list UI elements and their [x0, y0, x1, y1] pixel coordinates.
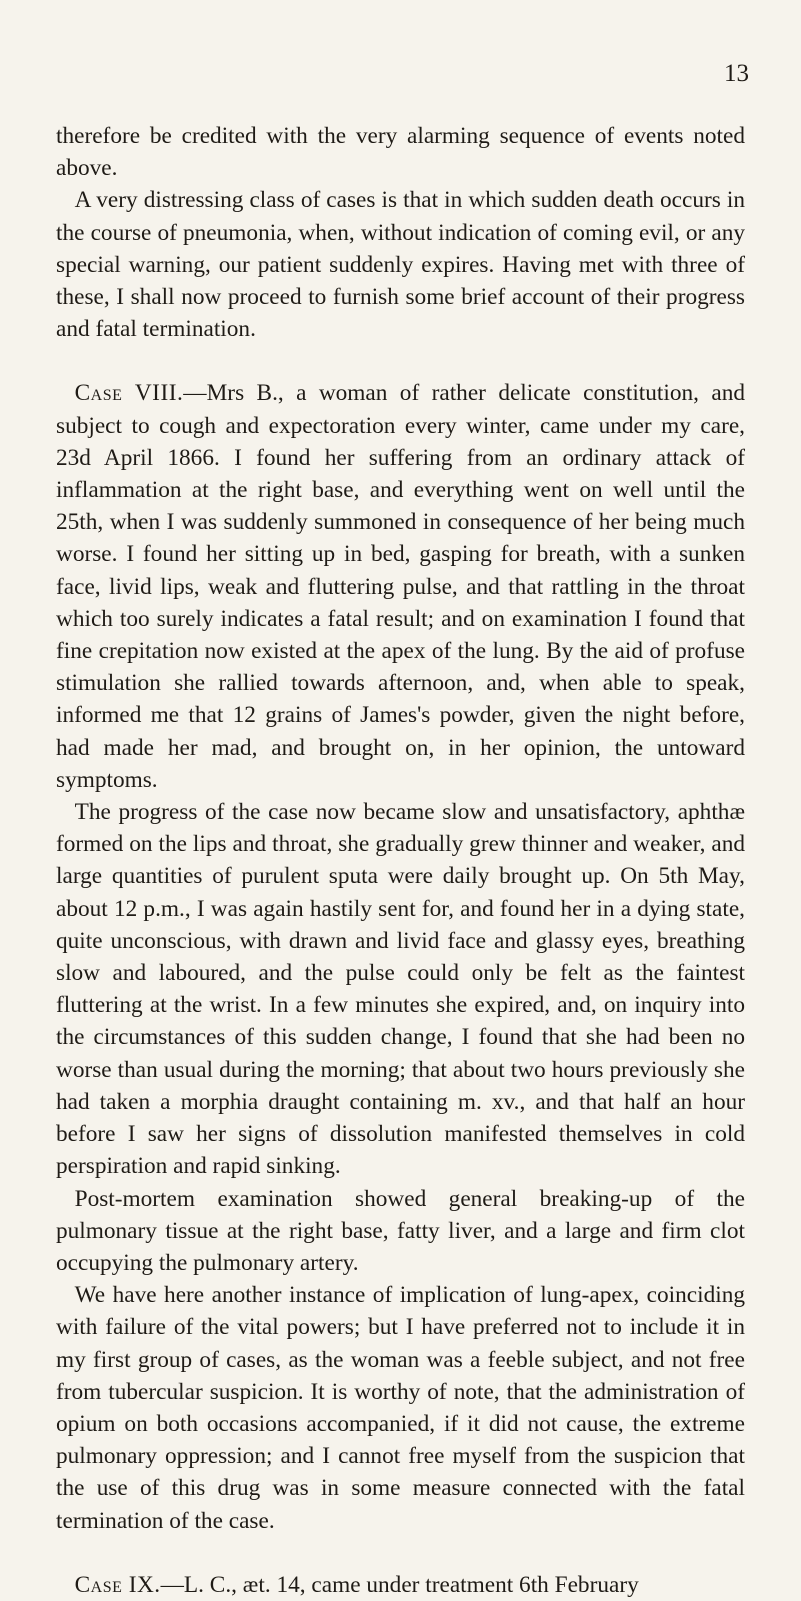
page-number: 13	[724, 60, 749, 87]
body-text	[56, 120, 745, 1601]
case-ix-heading: Case IX.	[74, 1571, 161, 1598]
case-viii-text: —Mrs B., a woman of rather delicate constitution, and subject to cough and expectoration every winter, came under my care, 23d April 1866. I found her suffering from an ordinary attack of inflammation at the right base, and everything went on well until the 25th, when I was suddenly summoned in consequence of her being much worse. I found her sitting up in bed, gasping for breath, with a sunken face, livid lips, weak and fluttering pulse, and that rattling in the throat which too surely indicates a fatal result; and on examination I found that fine crepitation now existed at the apex of the lung. By the aid of profuse stimulation she rallied towards afternoon, and, when able to speak, informed me that 12 grains of James's powder, given the night before, had made her mad, and brought on, in her opinion, the untoward symptoms.	[56, 380, 746, 793]
paragraph-sudden-death-intro: A very distressing class of cases is that in which sudden death occurs in the course of pneumonia, when, without indication of coming evil, or any special warning, our patient suddenly expires. Having met with three of these, I shall now proceed to furnish some brief account of their progress and fatal termination.	[56, 187, 745, 343]
paragraph-case-viii	[56, 377, 745, 796]
case-viii-heading: Case VIII.	[74, 380, 184, 407]
paragraph-continuation: therefore be credited with the very alarming sequence of events noted above.	[56, 123, 745, 182]
paragraph-case-ix	[56, 1569, 745, 1601]
paragraph-post-mortem: Post-mortem examination showed general breaking-up of the pulmonary tissue at the right base, fatty liver, and a large and firm clot occupying the pulmonary artery.	[56, 1185, 745, 1276]
paragraph-discussion: We have here another instance of implication of lung-apex, coinciding with failure of the vital powers; but I have preferred not to include it in my first group of cases, as the woman was a feeble subject, and not free from tubercular suspicion. It is worthy of note, that the administration of opium on both occasions accompanied, if it did not cause, the extreme pulmonary oppression; and I cannot free myself from the suspicion that the use of this drug was in some measure connected with the fatal termination of the case.	[56, 1282, 745, 1534]
paragraph-progress: The progress of the case now became slow and unsatisfactory, aphthæ formed on the lips and throat, she gradually grew thinner and weaker, and large quantities of purulent sputa were daily brought up. On 5th May, about 12 p.m., I was again hastily sent for, and found her in a dying state, quite unconscious, with drawn and livid face and glassy eyes, breathing slow and laboured, and the pulse could only be felt as the faintest fluttering at the wrist. In a few minutes she expired, and, on inquiry into the circumstances of this sudden change, I found that she had been no worse than usual during the morning; that about two hours previously she had taken a morphia draught containing m. xv., and that half an hour before I saw her signs of dissolution manifested themselves in cold perspiration and rapid sinking.	[56, 799, 745, 1180]
case-ix-text: —L. C., æt. 14, came under treatment 6th February	[160, 1571, 639, 1598]
